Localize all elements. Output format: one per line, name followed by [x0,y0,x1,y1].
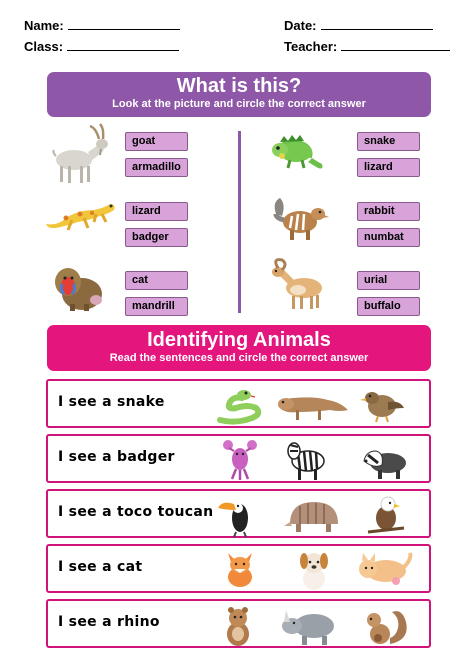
sentence-row [46,544,431,593]
option-badger[interactable]: badger [125,228,188,247]
sentence-row [46,599,431,648]
section1-title: What is this? [176,75,302,97]
sentence-row [46,379,431,428]
section1-subtitle: Look at the picture and circle the correct answer [112,98,366,110]
sentence-text: I see a cat [58,559,143,575]
sentence-row [46,489,431,538]
teacher-label: Teacher: [284,39,338,54]
sentence-text: I see a rhino [58,614,160,630]
badger-icon[interactable] [360,439,412,481]
zebra-icon[interactable] [282,439,332,481]
armadillo-icon[interactable] [282,494,344,536]
option-snake[interactable]: snake [357,132,420,151]
dog-icon[interactable] [294,549,334,593]
section2-title: Identifying Animals [147,329,331,351]
teacher-field[interactable] [284,38,450,54]
lizard-icon [44,196,118,234]
option-urial[interactable]: urial [357,271,420,290]
class-field[interactable] [24,38,179,54]
rhino-icon[interactable] [280,604,340,646]
lizard-icon [268,128,328,174]
option-rabbit[interactable]: rabbit [357,202,420,221]
goat-icon [50,122,110,186]
fox-icon[interactable] [218,549,262,591]
sentence-row [46,434,431,483]
option-mandrill[interactable]: mandrill [125,297,188,316]
section1-banner [47,72,431,117]
option-buffalo[interactable]: buffalo [357,297,420,316]
name-label: Name: [24,18,64,33]
numbat-icon [268,194,330,242]
sentence-text: I see a badger [58,449,175,465]
option-numbat[interactable]: numbat [357,228,420,247]
cat-icon[interactable] [354,549,414,591]
date-field[interactable] [284,17,433,33]
mandrill-icon [52,262,108,312]
bird-icon[interactable] [358,384,406,426]
mongoose-icon[interactable] [274,384,350,426]
date-label: Date: [284,18,317,33]
class-label: Class: [24,39,64,54]
toucan-icon[interactable] [216,494,258,538]
section1-divider [238,131,241,313]
name-field[interactable] [24,17,180,33]
option-goat[interactable]: goat [125,132,188,151]
squirrel-icon[interactable] [360,604,410,648]
option-cat[interactable]: cat [125,271,188,290]
option-armadillo[interactable]: armadillo [125,158,188,177]
sentence-text: I see a snake [58,394,165,410]
lobster-icon[interactable] [220,439,260,481]
section2-subtitle: Read the sentences and circle the correct answer [109,352,369,364]
urial-icon [268,258,328,310]
eagle-icon[interactable] [364,494,406,538]
option-lizard[interactable]: lizard [125,202,188,221]
quokka-icon[interactable] [218,604,258,648]
option-lizard[interactable]: lizard [357,158,420,177]
section2-banner [47,325,431,371]
snake-icon[interactable] [216,384,266,426]
sentence-text: I see a toco toucan [58,504,214,520]
